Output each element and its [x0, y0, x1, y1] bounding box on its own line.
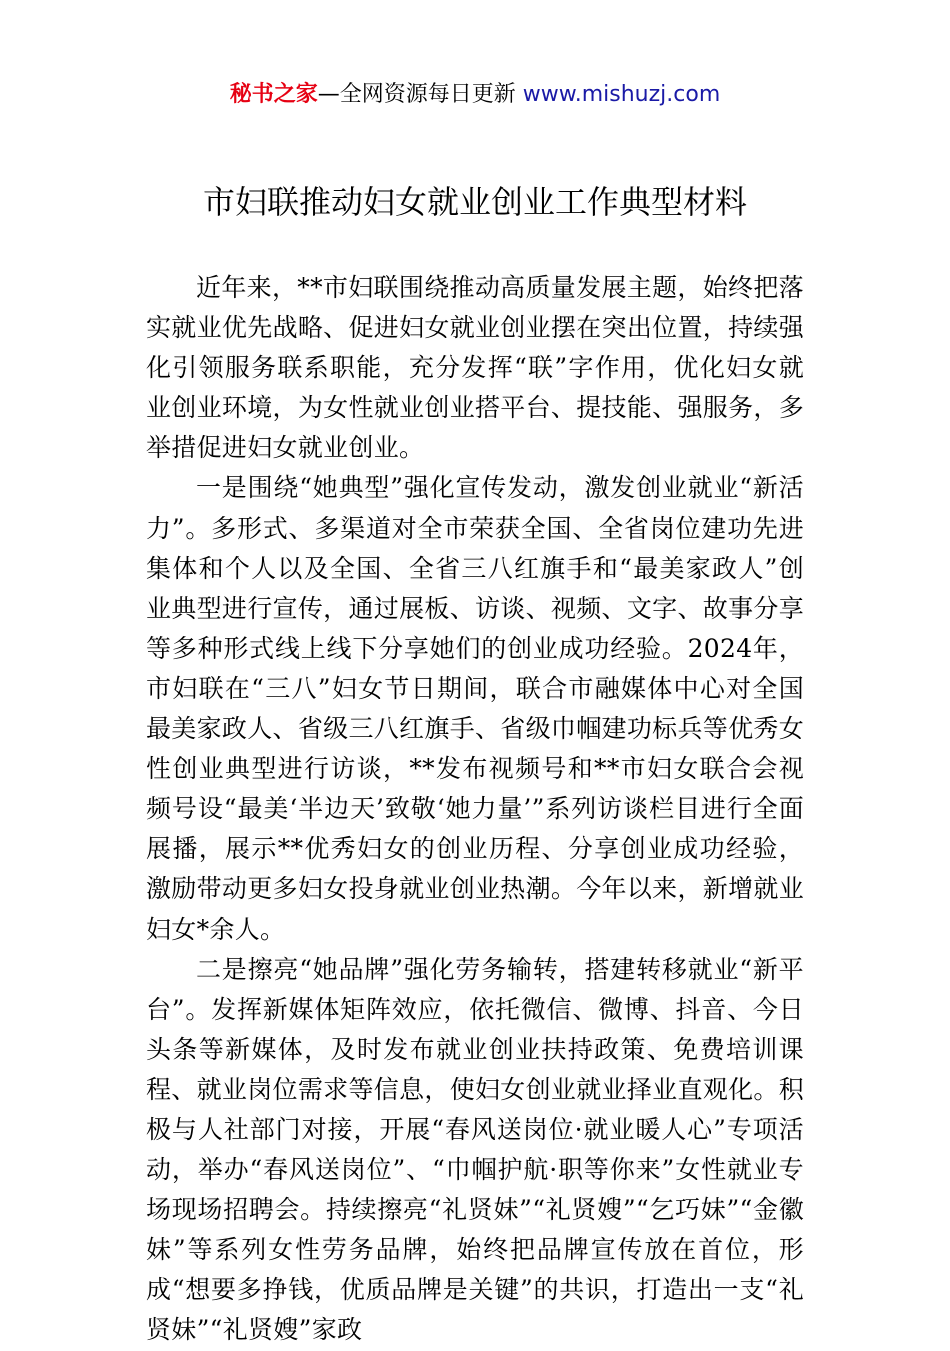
site-header	[0, 78, 950, 112]
paragraph-intro: 近年来，**市妇联围绕推动高质量发展主题，始终把落实就业优先战略、促进妇女就业创业摆在突出位置，持续强化引领服务联系职能，充分发挥“联”字作用，优化妇女就业创业环境，为女性就业创业搭平台、提技能、强服务，多举措促进妇女就业创业。	[146, 273, 804, 463]
document-title: 市妇联推动妇女就业创业工作典型材料	[202, 183, 747, 221]
paragraph-point-one: 一是围绕“她典型”强化宣传发动，激发创业就业“新活力”。多形式、多渠道对全市荣获全国、全省岗位建功先进集体和个人以及全国、全省三八红旗手和“最美家政人”创业典型进行宣传，通过展板、访谈、视频、文字、故事分享等多种形式线上线下分享她们的创业成功经验。2024年，市妇联在“三八”妇女节日期间，联合市融媒体中心对全国最美家政人、省级三八红旗手、省级巾帼建功标兵等优秀女性创业典型进行访谈，**发布视频号和**市妇女联合会视频号设“最美‘半边天’致敬‘她力量’”系列访谈栏目进行全面展播，展示**优秀妇女的创业历程、分享创业成功经验，激励带动更多妇女投身就业创业热潮。今年以来，新增就业妇女*余人。	[146, 473, 804, 944]
document-body	[146, 268, 804, 1351]
site-slogan: —全网资源每日更新	[317, 82, 523, 107]
site-url-link[interactable]: www.mishuzj.com	[522, 82, 721, 107]
paragraph-point-two: 二是擦亮“她品牌”强化劳务输转，搭建转移就业“新平台”。发挥新媒体矩阵效应，依托微信、微博、抖音、今日头条等新媒体，及时发布就业创业扶持政策、免费培训课程、就业岗位需求等信息，使妇女创业就业择业直观化。积极与人社部门对接，开展“春风送岗位·就业暖人心”专项活动，举办“春风送岗位”、“巾帼护航·职等你来”女性就业专场现场招聘会。持续擦亮“礼贤妹”“礼贤嫂”“乞巧妹”“金徽妹”等系列女性劳务品牌，始终把品牌宣传放在首位，形成“想要多挣钱，优质品牌是关键”的共识，打造出一支“礼贤妹”“礼贤嫂”家政	[146, 954, 804, 1345]
site-brand: 秘书之家	[229, 82, 318, 107]
